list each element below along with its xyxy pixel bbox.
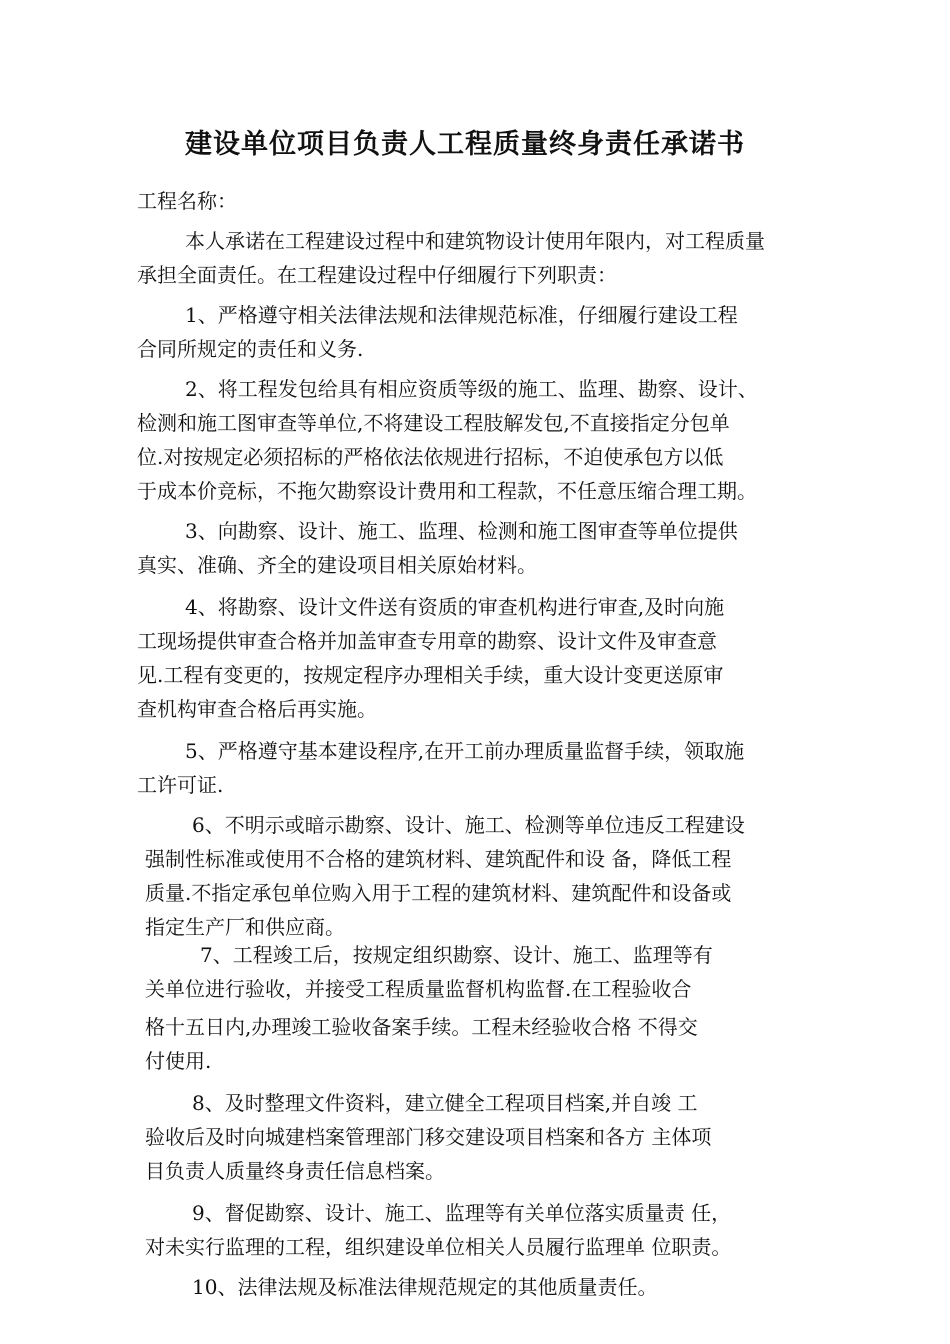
text-line: 7、工程竣工后，按规定组织勘察、设计、施工、监理等有	[200, 943, 713, 967]
text-line: 2、将工程发包给具有相应资质等级的施工、监理、勘察、设计、	[185, 377, 758, 401]
text-line: 4、将勘察、设计文件送有资质的审查机构进行审查,及时向施	[185, 595, 725, 619]
text-line: 真实、准确、齐全的建设项目相关原始材料。	[137, 553, 537, 577]
text-line: 工现场提供审查合格并加盖审查专用章的勘察、设计文件及审查意	[137, 629, 717, 653]
text-line: 本人承诺在工程建设过程中和建筑物设计使用年限内，对工程质量	[185, 229, 765, 253]
text-line: 强制性标准或使用不合格的建筑材料、建筑配件和设 备，降低工程	[145, 847, 732, 871]
text-line: 格十五日内,办理竣工验收备案手续。工程未经验收合格 不得交	[145, 1015, 698, 1039]
text-line: 工许可证.	[137, 773, 224, 797]
document-title: 建设单位项目负责人工程质量终身责任承诺书	[185, 129, 745, 160]
text-line: 9、督促勘察、设计、施工、监理等有关单位落实质量责 任，	[192, 1201, 732, 1225]
text-line: 10、法律法规及标准法律规范规定的其他质量责任。	[192, 1275, 658, 1299]
text-line: 6、不明示或暗示勘察、设计、施工、检测等单位违反工程建设	[192, 813, 745, 837]
text-line: 关单位进行验收，并接受工程质量监督机构监督.在工程验收合	[145, 977, 692, 1001]
text-line: 付使用.	[145, 1049, 212, 1073]
text-line: 合同所规定的责任和义务.	[137, 337, 364, 361]
text-line: 承担全面责任。在工程建设过程中仔细履行下列职责：	[137, 263, 617, 287]
text-line: 质量.不指定承包单位购入用于工程的建筑材料、建筑配件和设备或	[145, 881, 732, 905]
text-line: 目负责人质量终身责任信息档案。	[145, 1159, 445, 1183]
text-line: 8、及时整理文件资料，建立健全工程项目档案,并自竣 工	[192, 1091, 698, 1115]
text-line: 查机构审查合格后再实施。	[137, 697, 377, 721]
text-line: 位.对按规定必须招标的严格依法依规进行招标，不迫使承包方以低	[137, 445, 724, 469]
text-line: 见.工程有变更的，按规定程序办理相关手续，重大设计变更送原审	[137, 663, 724, 687]
text-line: 检测和施工图审查等单位,不将建设工程肢解发包,不直接指定分包单	[137, 411, 730, 435]
text-line: 指定生产厂和供应商。	[145, 915, 345, 939]
text-line: 验收后及时向城建档案管理部门移交建设项目档案和各方 主体项	[145, 1125, 712, 1149]
project-name-label: 工程名称：	[137, 189, 237, 213]
text-line: 对未实行监理的工程，组织建设单位相关人员履行监理单 位职责。	[145, 1235, 732, 1259]
text-line: 3、向勘察、设计、施工、监理、检测和施工图审查等单位提供	[185, 519, 738, 543]
text-line: 于成本价竞标，不拖欠勘察设计费用和工程款，不任意压缩合理工期。	[137, 479, 757, 503]
text-line: 1、严格遵守相关法律法规和法律规范标准，仔细履行建设工程	[185, 303, 738, 327]
text-line: 5、严格遵守基本建设程序,在开工前办理质量监督手续，领取施	[185, 739, 745, 763]
